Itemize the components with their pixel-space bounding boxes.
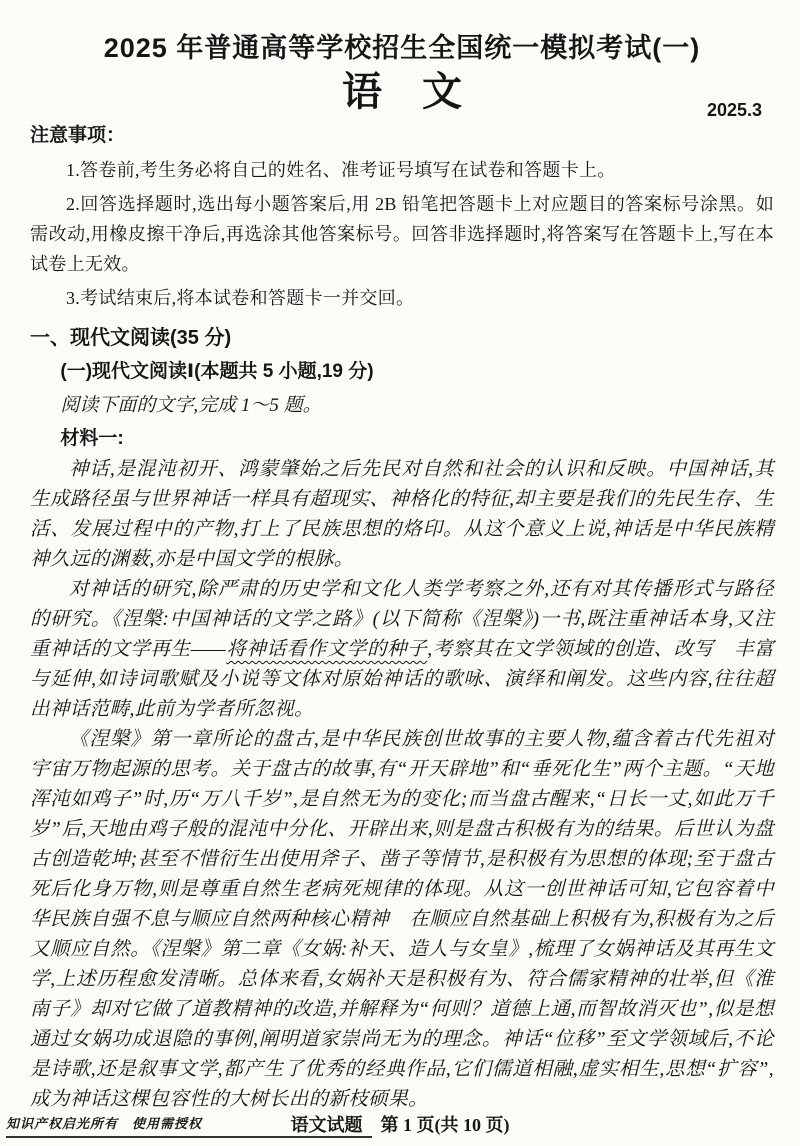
subject-title: 语 文 (342, 70, 462, 114)
notice-heading: 注意事项： (30, 125, 126, 146)
exam-header (30, 26, 774, 120)
notice-section (30, 121, 774, 313)
page-number: 语文试题 第 1 页(共 10 页) (290, 1115, 510, 1135)
notice-item-2: 2.回答选择题时,选出每小题答案后,用 2B 铅笔把答题卡上对应题目的答案标号涂黑。如需改动,用橡皮擦干净后,再选涂其他答案标号。回答非选择题时,将答案写在答题卡上,写在本试卷上无效。 (30, 194, 774, 274)
material-paragraph-3: 《涅槃》第一章所论的盘古,是中华民族创世故事的主要人物,蕴含着古代先祖对宇宙万物起源的思考。关于盘古的故事,有“开天辟地”和“垂死化生”两个主题。“天地浑沌如鸡子”时,历“万八千岁”,是自然无为的变化;而当盘古醒来,“日长一丈,如此万千岁”后,天地由鸡子般的混沌中分化、开辟出来,则是盘古积极有为的结果。后世认为盘古创造乾坤;甚至不惜衍生出使用斧子、凿子等情节,是积极有为思想的体现;至于盘古死后化身万物,则是尊重自然生老病死规律的体现。从这一创世神话可知,它包容着中华民族自强不息与顺应自然两种核心精神 在顺应自然基础上积极有为,积极有为之后又顺应自然。《涅槃》第二章《女娲:补天、造人与女皇》,梳理了女娲神话及其再生文学,上述历程愈发清晰。总体来看,女娲补天是积极有为、符合儒家精神的壮举,但《淮南子》却对它做了道教精神的改造,并解释为“何则？道德上通,而智故消灭也”,似是想通过女娲功成退隐的事例,阐明道家崇尚无为的理念。神话“位移”至文学领域后,不论是诗歌,还是叙事文学,都产生了优秀的经典作品,它们儒道相融,虚实相生,思想“扩容”,成为神话这棵包容性的大树长出的新枝硕果。 (30, 729, 774, 1110)
subsection-heading: (一)现代文阅读Ⅰ(本题共 5 小题,19 分) (60, 361, 374, 382)
material-one-label: 材料一: (60, 428, 124, 449)
paragraph-2-text-after: ,考察其在文学领域的创造、改写 丰富与延伸,如诗词歌赋及小说等文体对原始神话的歌咏、演绎和阐发。这些内容,往往超出神话范畴,此前为学者所忽视。 (30, 639, 774, 720)
notice-item-3: 3.考试结束后,将本试卷和答题卡一并交回。 (66, 288, 415, 308)
section-heading: 一、现代文阅读(35 分) (30, 327, 232, 349)
modern-reading-section (30, 321, 774, 1115)
page-footer (0, 1110, 800, 1142)
reading-instruction: 阅读下面的文字,完成 1～5 题。 (60, 395, 322, 416)
paragraph-2-text-before: 对神话的研究,除严肃的历史学和文化人类学考察之外,还有对其传播形式与路径的研究。《涅槃:中国神话的文学之路》(以下简称《涅槃》)一书,既注重神话本身,又注重神话的文学再生—— (30, 579, 774, 660)
material-paragraph-1: 神话,是混沌初开、鸿蒙肇始之后先民对自然和社会的认识和反映。中国神话,其生成路径虽与世界神话一样具有超现实、神格化的特征,却主要是我们的先民生存、生活、发展过程中的产物,打上了民族思想的烙印。从这个意义上说,神话是中华民族精神久远的渊薮,亦是中国文学的根脉。 (30, 459, 774, 570)
exam-date: 2025.3 (706, 100, 762, 120)
wavy-underlined-phrase: 将神话看作文学的种子 (226, 639, 428, 660)
notice-item-1: 1.答卷前,考生务必将自己的姓名、准考证号填写在试卷和答题卡上。 (66, 160, 616, 180)
material-paragraph-2 (30, 575, 774, 725)
exam-title: 2025 年普通高等学校招生全国统一模拟考试(一) (103, 33, 701, 63)
copyright-watermark: 知识产权启光所有 使用需授权 (6, 1113, 372, 1138)
